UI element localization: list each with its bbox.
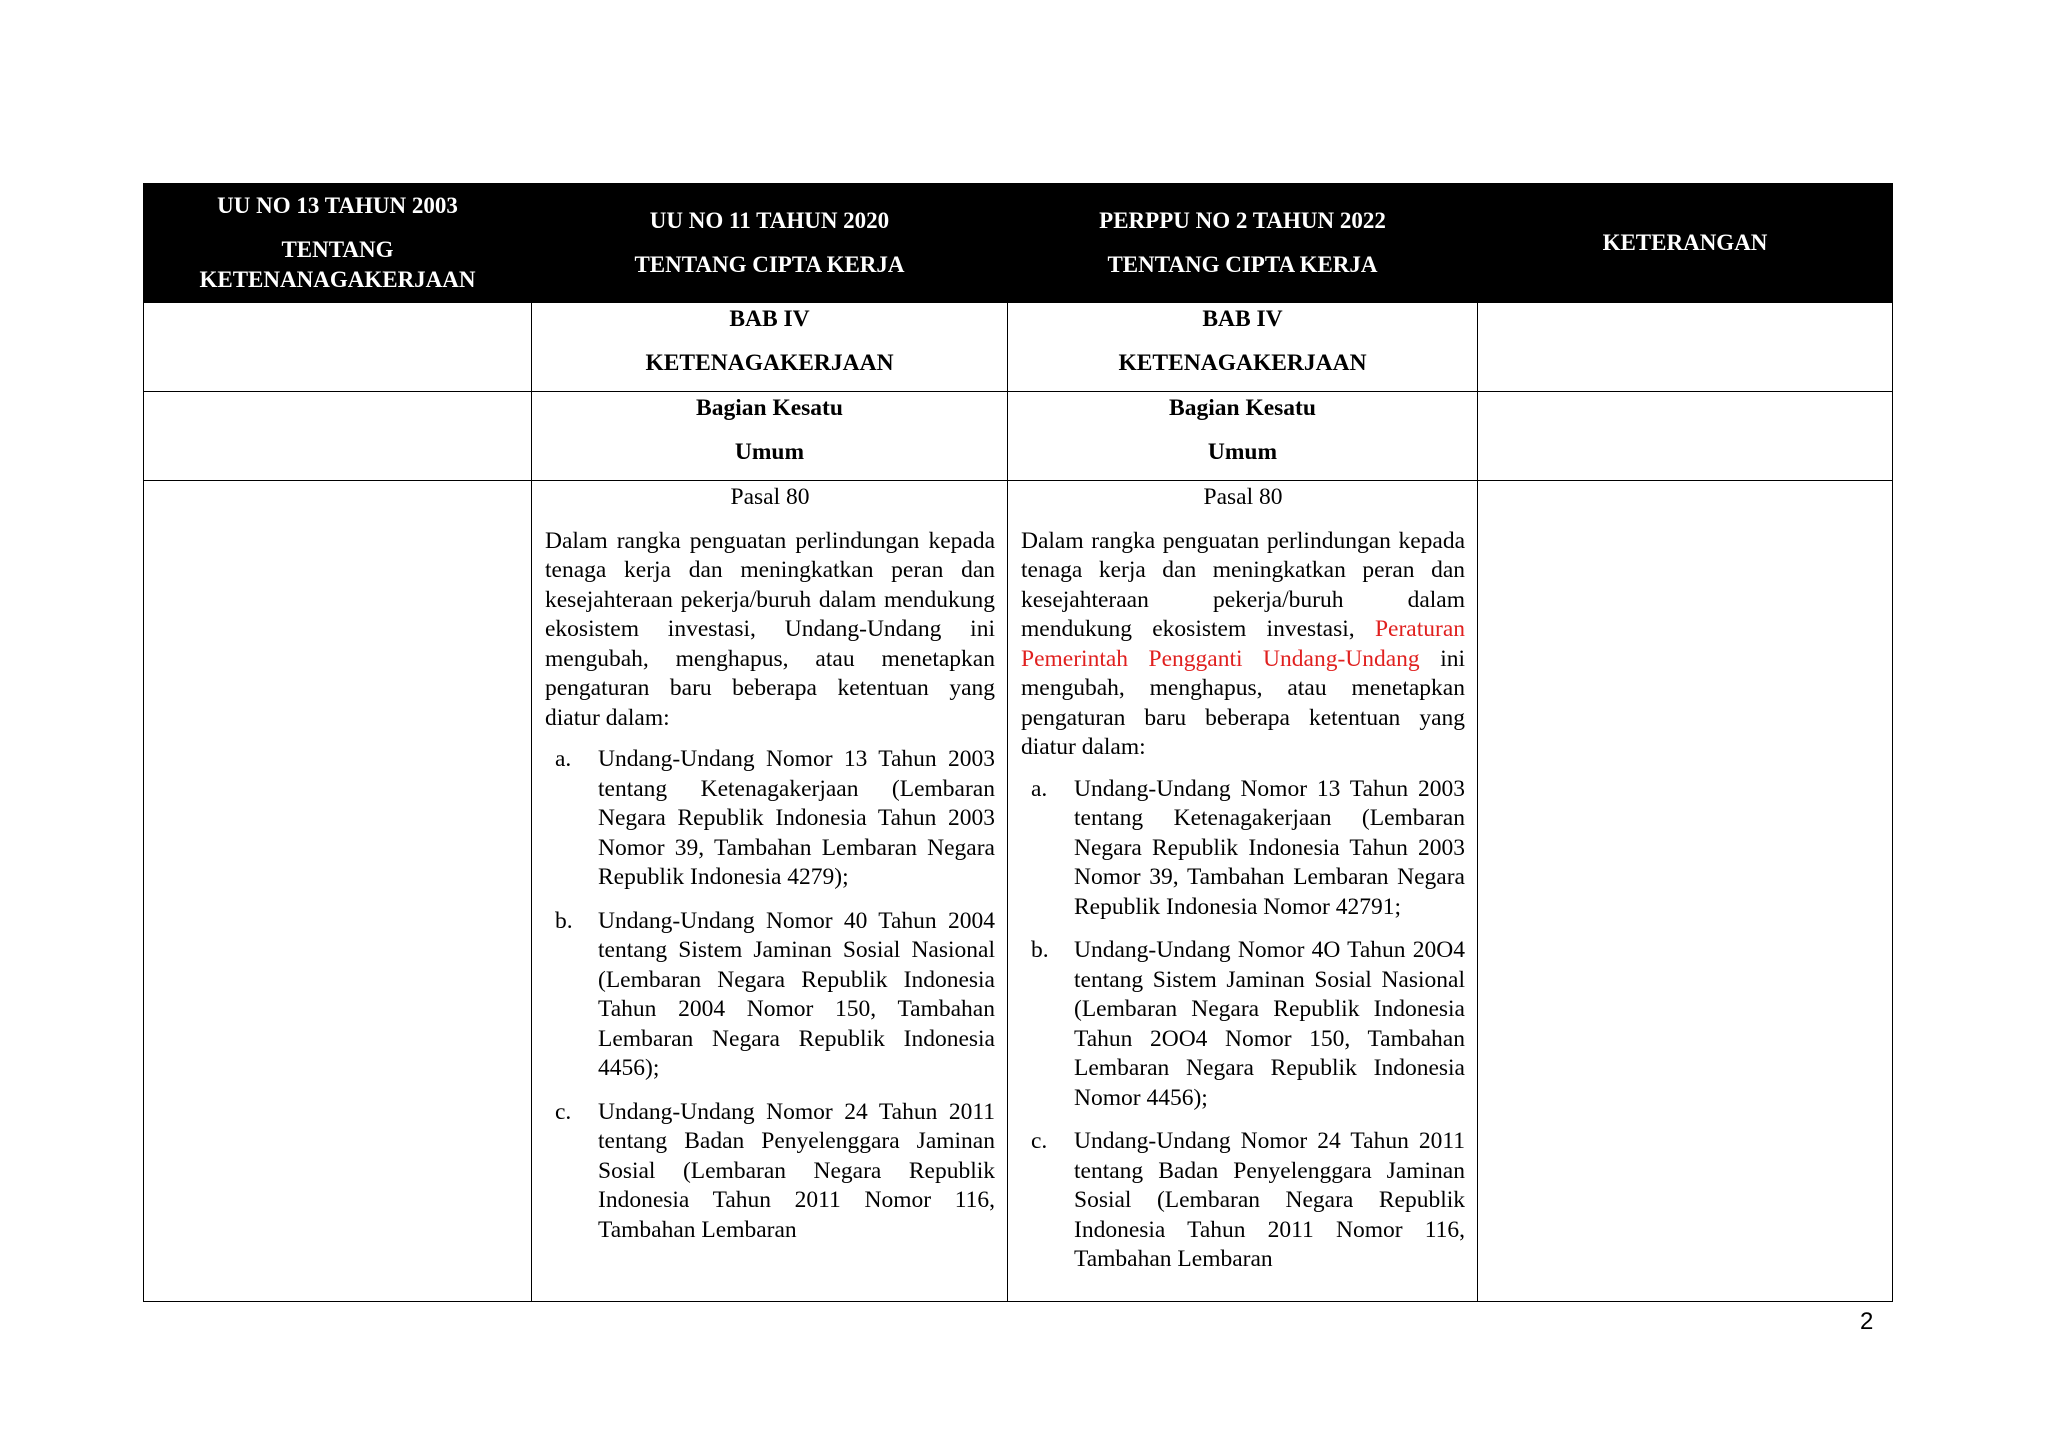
list-item [1021,775,1465,923]
item-text: Undang-Undang Nomor 24 Tahun 2011 tentang Badan Penyelenggara Jaminan Sosial (Lembaran Negara Republik Indonesia Tahun 2011 Nomor 116, Tambahan Lembaran [1074,1128,1465,1272]
cell-empty [144,303,532,392]
header-uu-2003-line3: KETENANAGAKERJAAN [199,267,476,292]
cell-keterangan-empty [1478,481,1893,1302]
item-text: Undang-Undang Nomor 24 Tahun 2011 tentang Badan Penyelenggara Jaminan Sosial (Lembaran Negara Republik Indonesia Tahun 2011 Nomor 116, Tambahan Lembaran [598,1098,995,1243]
header-uu-2020 [532,184,1008,303]
item-letter: b. [555,907,573,934]
cell-bab-uu-2020 [532,303,1008,392]
list-item [545,1098,995,1246]
list-item [545,907,995,1084]
pasal-heading: Pasal 80 [730,484,810,510]
bagian-title: Bagian Kesatu [1169,395,1316,421]
item-letter: c. [555,1098,572,1125]
header-uu-2020-line1: UU NO 11 TAHUN 2020 [649,208,890,233]
table-row-bagian [144,392,1893,481]
item-text: Undang-Undang Nomor 13 Tahun 2003 tentang Ketenagakerjaan (Lembaran Negara Republik Indonesia Tahun 2003 Nomor 39, Tambahan Lembaran Negara Republik Indonesia Nomor 42791; [1074,775,1465,920]
bab-subtitle: KETENAGAKERJAAN [1118,349,1367,376]
header-keterangan-label: KETERANGAN [1602,230,1768,255]
cell-empty [1478,392,1893,481]
header-uu-2003-line1: UU NO 13 TAHUN 2003 [217,193,458,218]
header-uu-2020-line2: TENTANG CIPTA KERJA [634,252,905,277]
item-letter: b. [1031,937,1049,963]
cell-pasal-perppu-2022 [1008,481,1478,1302]
comparison-table [143,183,1893,1302]
header-keterangan [1478,184,1893,303]
intro-before: Dalam rangka penguatan perlindungan kepada tenaga kerja dan meningkatkan peran dan kesejahteraan pekerja/buruh dalam mendukung ekosistem investasi, [1021,527,1465,642]
header-uu-2003-line2: TENTANG [281,237,394,262]
item-text: Undang-Undang Nomor 4O Tahun 20O4 tentang Sistem Jaminan Sosial Nasional (Lembaran Negara Republik Indonesia Tahun 2OO4 Nomor 150, Tambahan Lembaran Negara Republik Indonesia Nomor 4456); [1074,937,1465,1111]
cell-empty [1478,303,1893,392]
bagian-title: Bagian Kesatu [696,395,843,421]
intro-highlight: Peraturan Pemerintah Pengganti Undang-Undang [1021,616,1465,672]
pasal-intro: Dalam rangka penguatan perlindungan kepada tenaga kerja dan meningkatkan peran dan kesejahteraan pekerja/buruh dalam mendukung ekosistem investasi, Undang-Undang ini mengubah, menghapus, atau menetapkan pengaturan baru beberapa ketentuan yang diatur dalam: [545,527,995,731]
list-item [545,745,995,893]
pasal-heading: Pasal 80 [1203,484,1283,510]
header-perppu-2022-line1: PERPPU NO 2 TAHUN 2022 [1099,208,1386,233]
item-letter: c. [1031,1128,1048,1154]
bab-subtitle: KETENAGAKERJAAN [645,349,894,376]
pasal-items [1021,775,1465,1275]
intro-after: ini mengubah, menghapus, atau menetapkan pengaturan baru beberapa ketentuan yang diatur dalam: [1021,645,1465,760]
table-row-bab [144,303,1893,392]
pasal-intro [1021,527,1465,763]
bab-title: BAB IV [729,306,810,332]
cell-bab-perppu-2022 [1008,303,1478,392]
header-uu-2003 [144,184,532,303]
cell-pasal-uu-2020 [532,481,1008,1302]
page-number: 2 [1860,1308,1874,1335]
cell-empty [144,392,532,481]
bab-title: BAB IV [1202,306,1283,332]
list-item [1021,1127,1465,1275]
item-text: Undang-Undang Nomor 40 Tahun 2004 tentang Sistem Jaminan Sosial Nasional (Lembaran Negara Republik Indonesia Tahun 2004 Nomor 150, Tambahan Lembaran Negara Republik Indonesia 4456); [598,907,995,1081]
list-item [1021,936,1465,1113]
header-perppu-2022-line2: TENTANG CIPTA KERJA [1107,252,1378,277]
header-perppu-2022 [1008,184,1478,303]
header-row [144,184,1893,303]
pasal-items [545,745,995,1245]
cell-uu-2003-empty [144,481,532,1302]
cell-bagian-uu-2020 [532,392,1008,481]
table-row-pasal-80 [144,481,1893,1302]
bagian-subtitle: Umum [734,438,805,465]
item-letter: a. [1031,775,1048,802]
item-letter: a. [555,746,572,772]
cell-bagian-perppu-2022 [1008,392,1478,481]
item-text: Undang-Undang Nomor 13 Tahun 2003 tentang Ketenagakerjaan (Lembaran Negara Republik Indonesia Tahun 2003 Nomor 39, Tambahan Lembaran Negara Republik Indonesia 4279); [598,746,995,890]
bagian-subtitle: Umum [1207,438,1278,465]
